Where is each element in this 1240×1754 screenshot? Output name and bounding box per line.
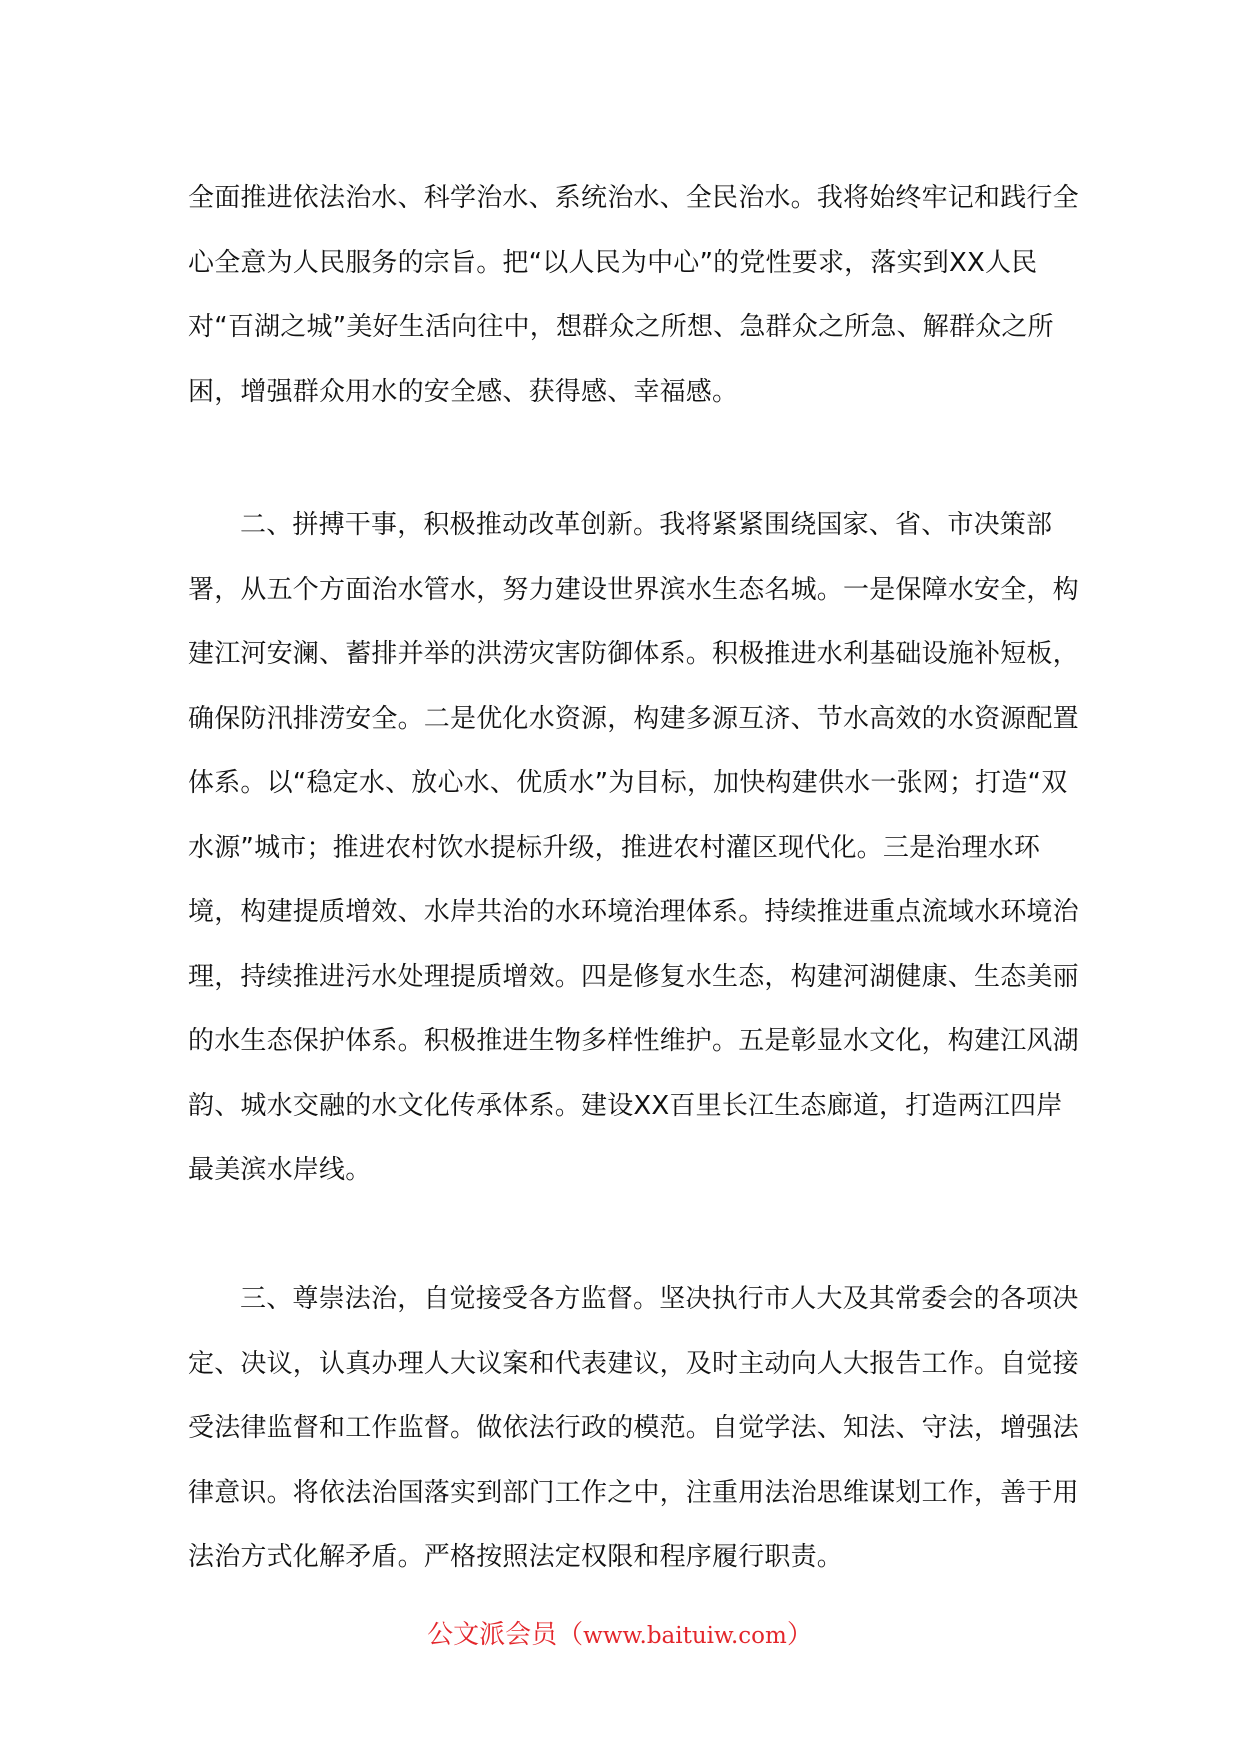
footer-prefix: 公文派会员（ xyxy=(427,1620,584,1650)
footer-watermark xyxy=(0,1617,1240,1654)
paragraph-continued: 全面推进依法治水、科学治水、系统治水、全民治水。我将始终牢记和践行全心全意为人民服务的宗旨。把“以人民为中心”的党性要求，落实到XX人民对“百湖之城”美好生活向往中，想群众之所想、急群众之所急、解群众之所困，增强群众用水的安全感、获得感、幸福感。 xyxy=(188,183,1079,407)
footer-suffix: ） xyxy=(786,1620,813,1650)
paragraph-section-three: 三、尊崇法治，自觉接受各方监督。坚决执行市人大及其常委会的各项决定、决议，认真办理人大议案和代表建议，及时主动向人大报告工作。自觉接受法律监督和工作监督。做依法行政的模范。自觉学法、知法、守法，增强法律意识。将依法治国落实到部门工作之中，注重用法治思维谋划工作，善于用法治方式化解矛盾。严格按照法定权限和程序履行职责。 xyxy=(188,1284,1079,1572)
footer-url-link[interactable]: www.baituiw.com xyxy=(583,1623,787,1649)
paragraph-section-two: 二、拼搏干事，积极推动改革创新。我将紧紧围绕国家、省、市决策部署，从五个方面治水管水，努力建设世界滨水生态名城。一是保障水安全，构建江河安澜、蓄排并举的洪涝灾害防御体系。积极推进水利基础设施补短板，确保防汛排涝安全。二是优化水资源，构建多源互济、节水高效的水资源配置体系。以“稳定水、放心水、优质水”为目标，加快构建供水一张网；打造“双水源”城市；推进农村饮水提标升级，推进农村灌区现代化。三是治理水环境，构建提质增效、水岸共治的水环境治理体系。持续推进重点流域水环境治理，持续推进污水处理提质增效。四是修复水生态，构建河湖健康、生态美丽的水生态保护体系。积极推进生物多样性维护。五是彰显水文化，构建江风湖韵、城水交融的水文化传承体系。建设XX百里长江生态廊道，打造两江四岸最美滨水岸线。 xyxy=(188,510,1079,1185)
